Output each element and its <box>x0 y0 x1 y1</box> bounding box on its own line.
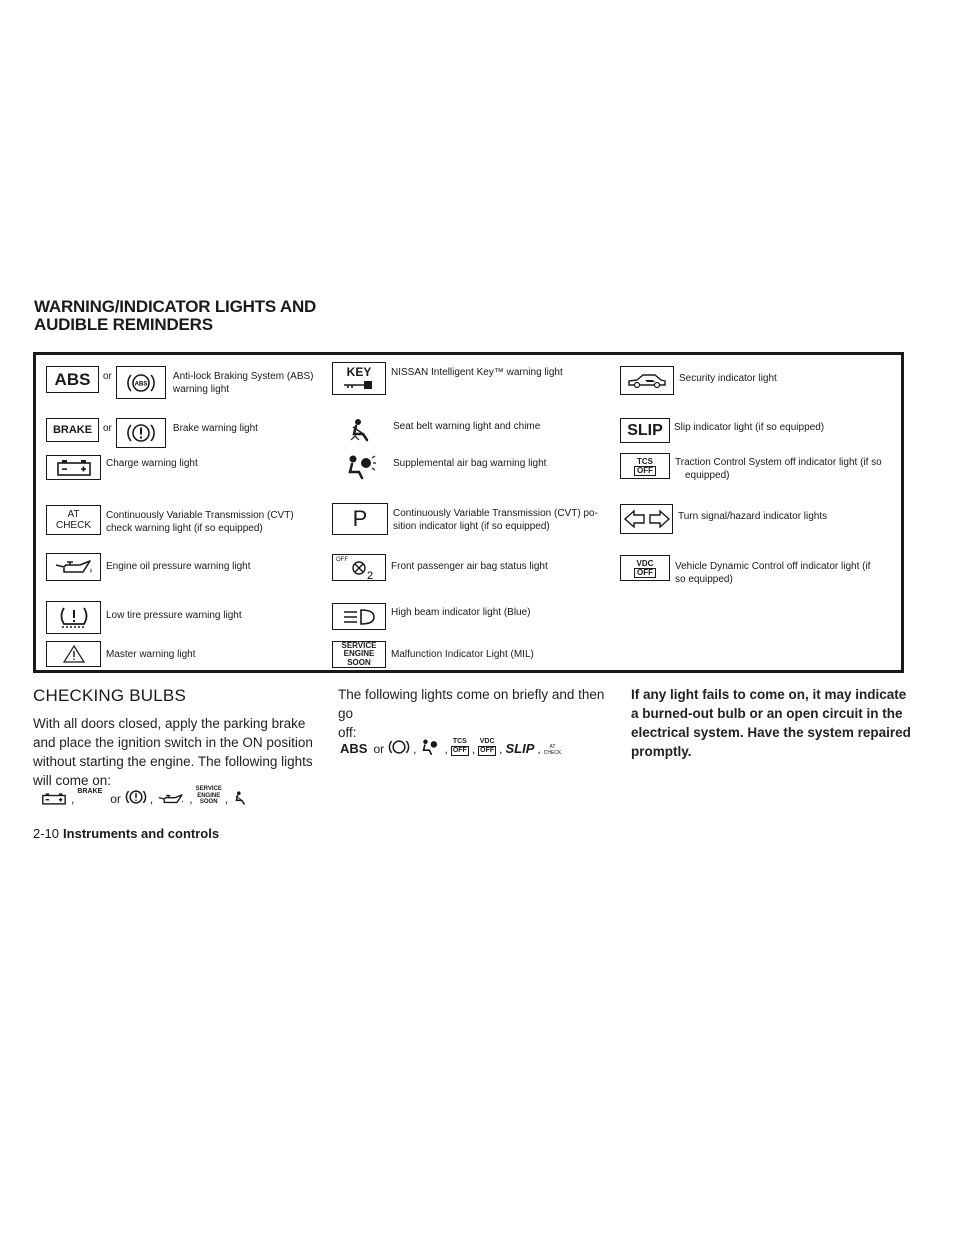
high-beam-icon <box>332 603 386 630</box>
tire-pressure-icon <box>46 601 101 634</box>
or-text: or <box>373 742 385 756</box>
charge-desc: Charge warning light <box>106 458 198 469</box>
comma: , <box>224 791 229 806</box>
or-text: or <box>110 791 121 806</box>
brake-circle-icon <box>116 418 166 448</box>
master-desc: Master warning light <box>106 649 196 660</box>
legend-security <box>620 366 777 395</box>
legend-oil <box>46 553 251 581</box>
vdc-off-icon: VDC OFF <box>620 555 670 581</box>
legend-cvt-position <box>332 503 598 535</box>
section-heading <box>34 298 316 334</box>
oil-can-icon <box>46 553 101 581</box>
legend-turn <box>620 504 827 534</box>
highbeam-desc: High beam indicator light (Blue) <box>391 607 531 618</box>
legend-master <box>46 641 195 667</box>
comma: , <box>149 791 154 806</box>
checking-bulbs-title: CHECKING BULBS <box>33 686 187 705</box>
vdc-off-icon: VDC OFF <box>479 738 495 754</box>
legend-airbag <box>332 453 546 481</box>
legend-mil <box>332 641 534 668</box>
comma: , <box>189 791 193 806</box>
vdc-desc-line-2: so equipped) <box>675 574 733 585</box>
seatbelt-icon <box>231 790 249 806</box>
abs-circle-icon <box>116 366 166 399</box>
comma: , <box>499 742 503 756</box>
legend-vdc <box>620 555 870 586</box>
comma: , <box>537 742 541 756</box>
col1-line: without starting the engine. The following lights <box>33 754 313 769</box>
service-engine-soon-icon: SERVICE ENGINE SOON <box>195 786 222 805</box>
airbag-desc: Supplemental air bag warning light <box>393 458 547 469</box>
security-desc: Security indicator light <box>679 373 777 384</box>
comma: , <box>413 742 417 756</box>
legend-cvt-check <box>46 505 294 535</box>
col1-line: With all doors closed, apply the parking brake <box>33 716 306 731</box>
abs-desc-line-2: warning light <box>172 384 230 395</box>
off-lights-icon-row <box>340 738 561 756</box>
legend-highbeam <box>332 603 531 630</box>
comma: , <box>444 742 448 756</box>
tcs-desc-line-1: Traction Control System off indicator light (if so <box>675 457 882 468</box>
slip-desc: Slip indicator light (if so equipped) <box>674 422 825 433</box>
legend-charge <box>46 455 198 480</box>
legend-key <box>332 362 563 395</box>
svg-text:ABS: ABS <box>134 381 148 387</box>
or-text: or <box>103 371 112 382</box>
col1-line: and place the ignition switch in the ON position <box>33 735 313 750</box>
comma: , <box>71 791 75 806</box>
turn-desc: Turn signal/hazard indicator lights <box>678 511 828 522</box>
col3-line: a burned-out bulb or an open circuit in the <box>631 706 903 721</box>
oil-desc: Engine oil pressure warning light <box>106 561 251 572</box>
seatbelt-icon <box>332 417 388 443</box>
indicator-legend-box <box>33 352 904 673</box>
abs-circle-icon <box>388 738 410 756</box>
brake-icon: BRAKE <box>77 788 103 795</box>
legend-tcs <box>620 453 882 482</box>
col2-line: off: <box>338 725 357 740</box>
brake-icon: BRAKE <box>46 418 99 442</box>
at-check-icon: AT CHECK <box>46 505 101 535</box>
key-desc: NISSAN Intelligent Key™ warning light <box>391 367 563 378</box>
abs-icon: ABS <box>46 366 99 393</box>
legend-seatbelt <box>332 417 540 443</box>
passenger-desc: Front passenger air bag status light <box>391 561 548 572</box>
abs-icon: ABS <box>340 741 368 756</box>
cvt-p-icon: P <box>332 503 388 535</box>
tire-desc: Low tire pressure warning light <box>106 610 242 621</box>
passenger-airbag-off-icon: OFF 2 <box>332 554 386 581</box>
legend-slip <box>620 418 824 443</box>
page-footer <box>33 826 219 841</box>
checking-col2-text <box>338 685 618 742</box>
tcs-off-icon: TCS OFF <box>452 738 467 754</box>
or-text: or <box>103 423 112 434</box>
heading-line-1: WARNING/INDICATOR LIGHTS AND <box>34 297 317 316</box>
section-name: Instruments and controls <box>63 826 220 841</box>
master-warning-icon <box>46 641 101 667</box>
svg-text:2: 2 <box>367 569 374 580</box>
brake-circle-icon <box>125 788 147 806</box>
abs-desc-line-1: Anti-lock Braking System (ABS) <box>172 371 314 382</box>
page-number: 2-10 <box>33 826 60 841</box>
legend-brake <box>46 418 258 448</box>
checking-col3-warning <box>631 685 931 761</box>
seatbelt-desc: Seat belt warning light and chime <box>393 421 541 432</box>
battery-icon <box>46 455 101 480</box>
security-car-icon <box>620 366 674 395</box>
cvt-check-desc-line-1: Continuously Variable Transmission (CVT) <box>106 510 294 521</box>
checking-col1-text <box>33 714 313 790</box>
cvt-pos-desc-line-1: Continuously Variable Transmission (CVT) po- <box>393 508 598 519</box>
col1-line: will come on: <box>33 773 112 788</box>
col3-line: promptly. <box>631 744 692 759</box>
airbag-icon <box>419 738 441 756</box>
airbag-icon <box>332 453 388 481</box>
tcs-off-icon: TCS OFF <box>620 453 670 479</box>
col2-line: The following lights come on briefly and then go <box>338 687 605 721</box>
at-check-icon: AT CHECK <box>543 744 562 756</box>
slip-icon: SLIP <box>620 418 670 443</box>
legend-abs <box>46 366 314 399</box>
legend-tire <box>46 601 242 634</box>
battery-icon <box>40 792 68 806</box>
col3-line: If any light fails to come on, it may indicate <box>631 687 907 702</box>
legend-passenger-airbag <box>332 554 548 581</box>
oil-can-icon <box>156 792 186 806</box>
heading-line-2: AUDIBLE REMINDERS <box>34 315 213 334</box>
service-engine-soon-icon: SERVICE ENGINE SOON <box>332 641 386 668</box>
turn-signal-icon <box>620 504 673 534</box>
vdc-desc-line-1: Vehicle Dynamic Control off indicator light (if <box>675 561 871 572</box>
key-icon: KEY <box>332 362 386 395</box>
slip-icon: SLIP <box>505 741 535 756</box>
col3-line: electrical system. Have the system repaired <box>631 725 911 740</box>
brake-desc: Brake warning light <box>172 423 258 434</box>
cvt-pos-desc-line-2: sition indicator light (if so equipped) <box>393 521 550 532</box>
on-lights-icon-row <box>40 786 249 806</box>
tcs-desc-line-2: equipped) <box>685 470 730 481</box>
cvt-check-desc-line-2: check warning light (if so equipped) <box>106 523 263 534</box>
mil-desc: Malfunction Indicator Light (MIL) <box>391 649 534 660</box>
comma: , <box>471 742 476 756</box>
